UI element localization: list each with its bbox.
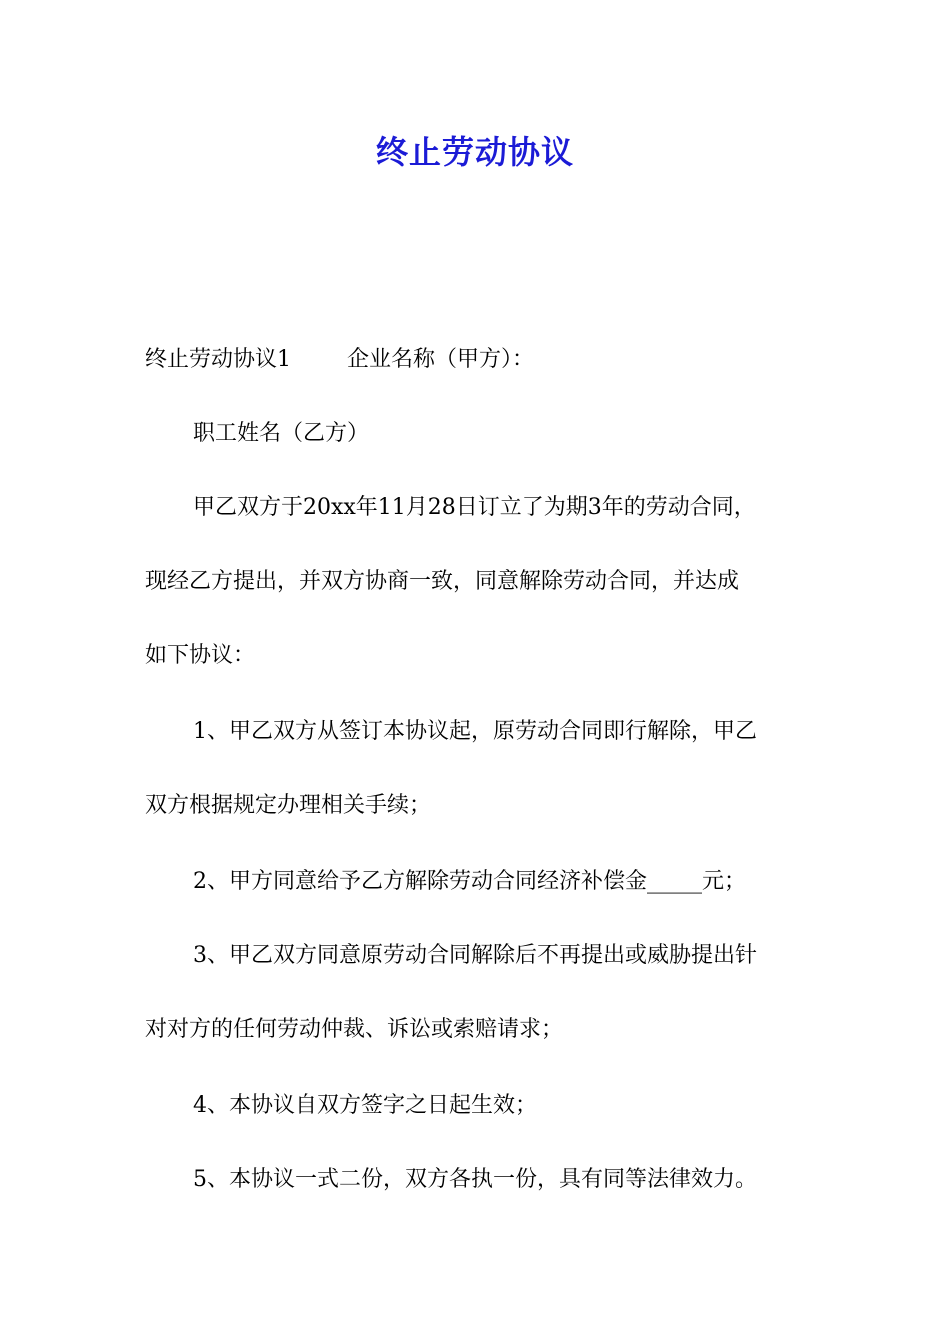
- intro-line-2: 现经乙方提出，并双方协商一致，同意解除劳动合同，并达成: [145, 569, 740, 594]
- clause-5: [145, 1143, 825, 1217]
- clause-3-line-2: 对对方的任何劳动仲裁、诉讼或索赔请求；: [145, 1017, 564, 1042]
- clause-3: [145, 919, 825, 1067]
- employee-label: 职工姓名（乙方）: [193, 421, 370, 446]
- intro-paragraph: [145, 471, 825, 693]
- clause-3-line-1: 3、甲乙双方同意原劳动合同解除后不再提出或威胁提出针: [193, 943, 757, 968]
- clause-4: [145, 1069, 825, 1143]
- document-title: 终止劳动协议: [375, 133, 574, 171]
- clause-1-line-2: 双方根据规定办理相关手续；: [145, 793, 432, 818]
- clause-2: [145, 845, 825, 919]
- clause-5-line-1: 5、本协议一式二份，双方各执一份，具有同等法律效力。: [193, 1167, 757, 1192]
- intro-line-3: 如下协议：: [145, 643, 256, 668]
- header-line: [145, 323, 825, 397]
- clause-2-line-1: 2、甲方同意给予乙方解除劳动合同经济补偿金_____元；: [193, 869, 746, 894]
- clause-1-line-1: 1、甲乙双方从签订本协议起，原劳动合同即行解除，甲乙: [193, 719, 757, 744]
- clause-4-line-1: 4、本协议自双方签字之日起生效；: [193, 1093, 537, 1118]
- clause-1: [145, 695, 825, 843]
- intro-line-1: 甲乙双方于20xx年11月28日订立了为期3年的劳动合同，: [193, 495, 756, 520]
- company-label: 企业名称（甲方）：: [347, 347, 535, 372]
- agreement-heading: 终止劳动协议1: [145, 347, 291, 372]
